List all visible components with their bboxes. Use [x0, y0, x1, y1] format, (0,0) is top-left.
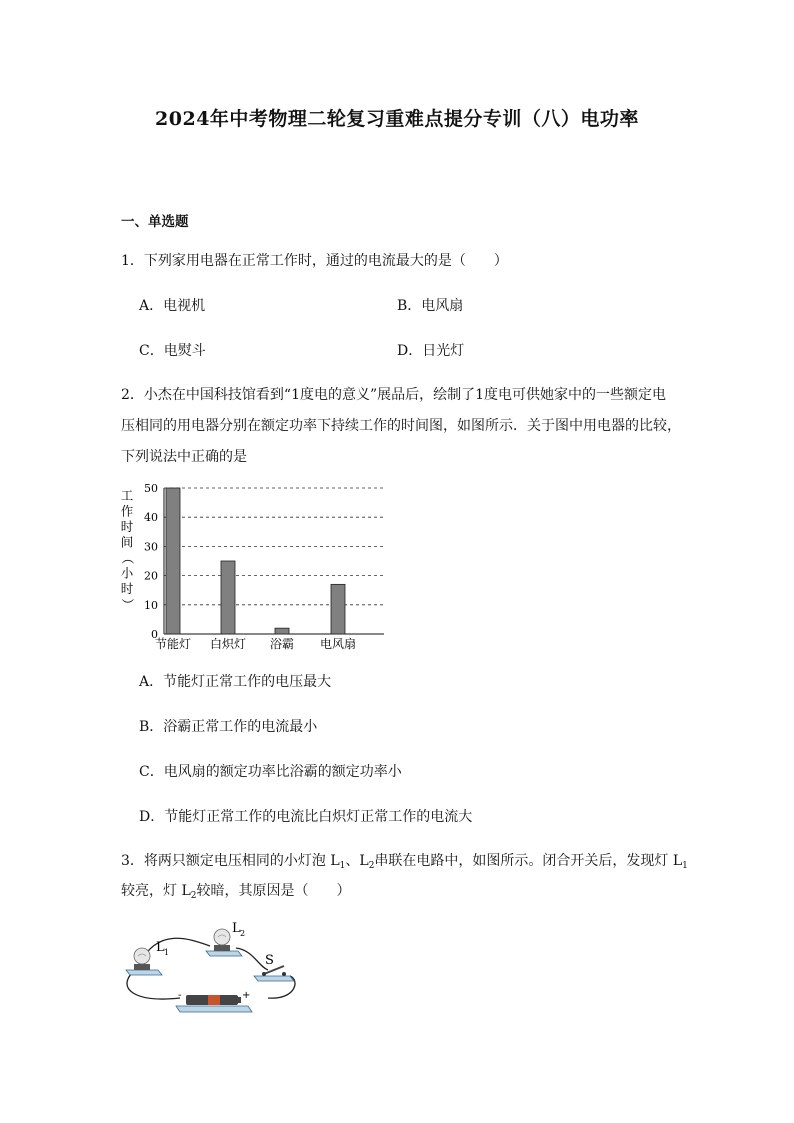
- y-label-char: （: [120, 551, 135, 565]
- bar-2: [275, 628, 289, 634]
- bar-3: [331, 584, 345, 634]
- question-1-option-b[interactable]: B．电风扇: [397, 298, 464, 314]
- section-title: 一、单选题: [121, 214, 189, 230]
- y-label-char: 时: [120, 519, 134, 534]
- label-l2-sub: 2: [240, 929, 246, 938]
- q3-text-e: 较暗，其原因是（ ）: [196, 883, 351, 899]
- circuit-diagram: [118, 918, 318, 1018]
- chart-gridlines: [164, 488, 384, 634]
- x-category-label: 电风扇: [319, 637, 357, 651]
- question-2-line-3: 下列说法中正确的是: [121, 449, 247, 465]
- q3-sub-2b: 2: [190, 891, 197, 901]
- question-2-option-b[interactable]: B．浴霸正常工作的电流最小: [139, 719, 318, 735]
- q3-sub-1: 1: [339, 861, 346, 871]
- x-category-label: 浴霸: [269, 637, 295, 651]
- switch-icon: [254, 966, 294, 981]
- wire-battery-l1: [127, 973, 180, 999]
- label-l1-sub: 1: [164, 948, 170, 957]
- question-3-line-1: [121, 850, 688, 871]
- page-title: 2024年中考物理二轮复习重难点提分专训（八）电功率: [155, 108, 639, 130]
- bar-1: [221, 561, 235, 634]
- wire-l2-switch: [236, 948, 268, 970]
- question-2-option-d[interactable]: D．节能灯正常工作的电流比白炽灯正常工作的电流大: [139, 809, 473, 825]
- battery-icon: [176, 995, 252, 1012]
- y-tick-label: 50: [144, 482, 158, 495]
- label-l1: L: [156, 940, 165, 955]
- question-1-stem: 1．下列家用电器在正常工作时，通过的电流最大的是（ ）: [121, 253, 508, 269]
- chart-y-axis-label: [120, 488, 135, 611]
- question-2-line-2: 压相同的用电器分别在额定功率下持续工作的时间图，如图所示．关于图中用电器的比较，: [121, 418, 681, 434]
- question-1-option-a[interactable]: A．电视机: [139, 298, 206, 314]
- question-2-line-1: 2．小杰在中国科技馆看到“1度电的意义”展品后，绘制了1度电可供她家中的一些额定电: [121, 387, 667, 403]
- y-tick-label: 10: [144, 598, 158, 612]
- y-label-char: ）: [120, 598, 135, 611]
- label-switch: S: [265, 953, 274, 968]
- x-category-label: 白炽灯: [209, 637, 247, 651]
- y-label-char: 间: [120, 534, 134, 550]
- q3-sub-2: 2: [368, 861, 375, 871]
- question-1-option-d[interactable]: D．日光灯: [397, 343, 465, 359]
- q3-sub-1b: 1: [682, 861, 688, 871]
- y-label-char: 时: [120, 581, 134, 596]
- y-tick-label: 20: [144, 569, 158, 583]
- y-label-char: 作: [120, 503, 134, 519]
- y-tick-label: 30: [144, 540, 158, 554]
- question-1-option-c[interactable]: C．电熨斗: [139, 343, 206, 359]
- label-minus: -: [178, 990, 182, 1001]
- chart-x-labels: [155, 636, 356, 651]
- label-plus: +: [242, 990, 251, 1001]
- q3-text-a: 3．将两只额定电压相同的小灯泡 L: [121, 853, 340, 869]
- q3-text-c: 串联在电路中，如图所示。闭合开关后，发现灯 L: [374, 853, 683, 869]
- question-2-option-a[interactable]: A．节能灯正常工作的电压最大: [139, 674, 332, 690]
- y-tick-label: 40: [144, 511, 158, 525]
- question-2-option-c[interactable]: C．电风扇的额定功率比浴霸的额定功率小: [139, 764, 402, 780]
- y-label-char: 工: [120, 488, 134, 503]
- bar-0: [166, 488, 180, 634]
- bar-chart: [112, 478, 392, 653]
- x-category-label: 节能灯: [154, 637, 192, 651]
- label-l2: L: [232, 921, 241, 936]
- q3-text-b: 、L: [345, 853, 369, 869]
- question-3-line-2: [121, 880, 350, 901]
- wire-l1-l2: [140, 938, 210, 963]
- y-label-char: 小: [120, 565, 134, 581]
- q3-text-d: 较亮，灯 L: [121, 883, 191, 899]
- y-tick-label: 0: [151, 628, 158, 641]
- chart-bars: [166, 488, 345, 634]
- chart-y-ticks: [144, 482, 158, 641]
